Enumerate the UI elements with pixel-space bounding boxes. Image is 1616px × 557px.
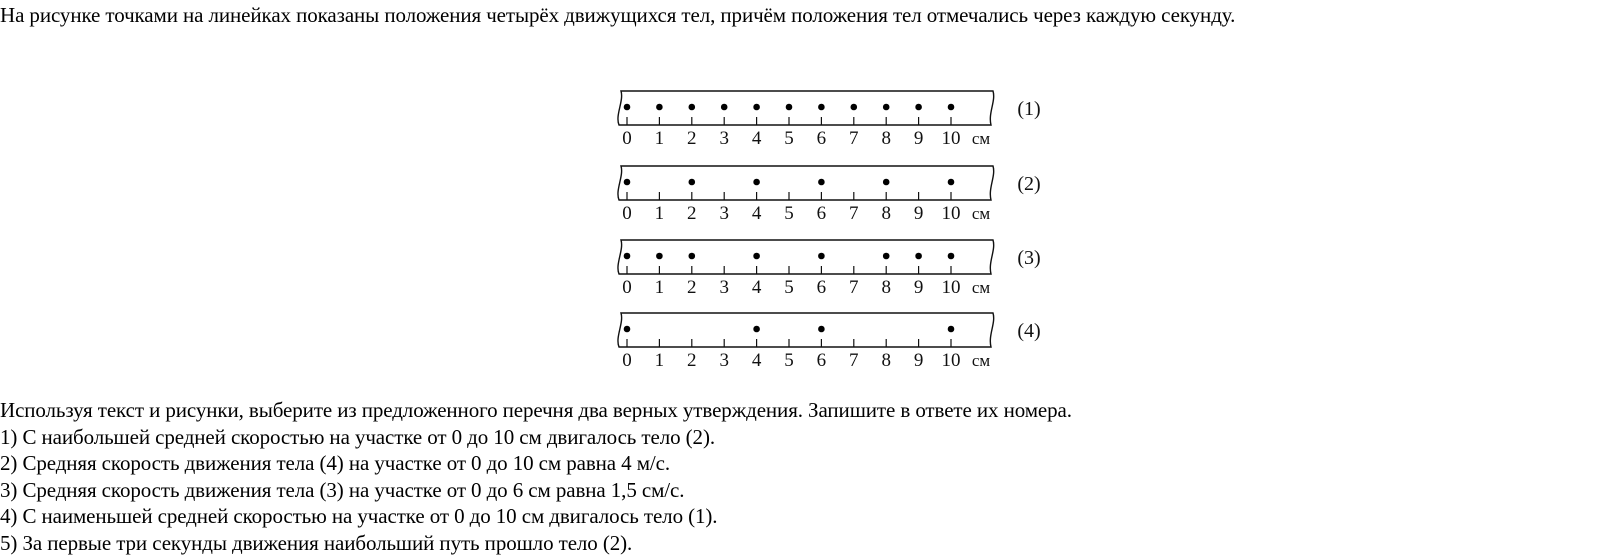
unit-label: см — [971, 204, 991, 223]
tick-label: 9 — [913, 203, 924, 224]
unit-label: см — [971, 129, 991, 148]
tick-label: 3 — [719, 277, 729, 298]
ruler-2 — [618, 166, 1041, 224]
ruler-number-label: (3) — [1017, 247, 1041, 269]
position-dot — [624, 326, 631, 333]
tick-label: 6 — [816, 350, 827, 371]
tick-label: 8 — [881, 203, 891, 224]
unit-label: см — [971, 351, 991, 370]
ruler-body — [618, 166, 994, 200]
position-dot — [948, 326, 955, 333]
tick-label: 7 — [849, 277, 859, 298]
position-dot — [753, 253, 760, 260]
ruler-number-label: (4) — [1017, 320, 1041, 342]
position-dot — [818, 253, 825, 260]
tick-label: 2 — [687, 203, 697, 224]
ruler-body — [618, 240, 994, 274]
position-dot — [689, 253, 696, 260]
tick-label: 7 — [849, 203, 859, 224]
tick-label: 0 — [622, 203, 632, 224]
position-dot — [689, 104, 696, 111]
tick-label: 10 — [941, 350, 961, 371]
position-dot — [689, 179, 696, 186]
tick-label: 2 — [687, 277, 697, 298]
option-5: 5) За первые три секунды движения наибольший путь прошло тело (2). — [0, 530, 633, 555]
position-dot — [948, 104, 955, 111]
tick-label: 8 — [881, 277, 891, 298]
position-dot — [851, 104, 858, 111]
intro-text: На рисунке точками на линейках показаны положения четырёх движущихся тел, причём положения тел отмечались через каждую секунду. — [0, 3, 1236, 27]
question-block — [0, 397, 1072, 556]
tick-label: 4 — [751, 350, 762, 371]
position-dot — [624, 104, 631, 111]
position-dot — [883, 104, 890, 111]
position-dot — [753, 179, 760, 186]
position-dot — [818, 104, 825, 111]
tick-label: 6 — [816, 277, 827, 298]
option-4: 4) С наименьшей средней скоростью на участке от 0 до 10 см двигалось тело (1). — [0, 504, 718, 528]
tick-label: 1 — [654, 128, 665, 149]
option-1: 1) С наибольшей средней скоростью на участке от 0 до 10 см двигалось тело (2). — [0, 424, 715, 449]
tick-label: 9 — [913, 128, 924, 149]
tick-label: 5 — [784, 128, 794, 149]
ruler-number-label: (1) — [1017, 98, 1041, 120]
tick-label: 8 — [881, 128, 891, 149]
tick-label: 6 — [816, 203, 827, 224]
tick-label: 9 — [913, 350, 924, 371]
tick-label: 4 — [751, 128, 762, 149]
tick-label: 8 — [881, 350, 891, 371]
tick-label: 5 — [784, 350, 794, 371]
option-2: 2) Средняя скорость движения тела (4) на участке от 0 до 10 см равна 4 м/с. — [0, 451, 671, 475]
tick-label: 10 — [941, 128, 961, 149]
tick-label: 3 — [719, 203, 729, 224]
position-dot — [656, 253, 663, 260]
tick-label: 10 — [941, 203, 961, 224]
tick-label: 1 — [654, 277, 665, 298]
tick-label: 2 — [687, 128, 697, 149]
ruler-number-label: (2) — [1017, 173, 1041, 195]
tick-label: 4 — [751, 277, 762, 298]
tick-label: 5 — [784, 203, 794, 224]
tick-label: 1 — [654, 350, 665, 371]
position-dot — [818, 326, 825, 333]
position-dot — [624, 253, 631, 260]
ruler-1 — [618, 91, 1041, 149]
tick-label: 0 — [622, 277, 632, 298]
tick-label: 3 — [719, 350, 729, 371]
option-3: 3) Средняя скорость движения тела (3) на участке от 0 до 6 см равна 1,5 см/с. — [0, 477, 685, 502]
position-dot — [915, 253, 922, 260]
position-dot — [818, 179, 825, 186]
position-dot — [948, 253, 955, 260]
ruler-4 — [618, 313, 1041, 371]
position-dot — [883, 253, 890, 260]
position-dot — [721, 104, 728, 111]
position-dot — [753, 326, 760, 333]
position-dot — [948, 179, 955, 186]
tick-label: 5 — [784, 277, 794, 298]
tick-label: 0 — [622, 350, 632, 371]
tick-label: 0 — [622, 128, 632, 149]
tick-label: 9 — [913, 277, 924, 298]
instruction-text: Используя текст и рисунки, выберите из предложенного перечня два верных утверждения. Запишите в ответе их номера. — [0, 398, 1072, 422]
tick-label: 7 — [849, 350, 859, 371]
position-dot — [883, 179, 890, 186]
ruler-body — [618, 313, 994, 347]
unit-label: см — [971, 278, 991, 297]
tick-label: 3 — [719, 128, 729, 149]
tick-label: 1 — [654, 203, 665, 224]
tick-label: 2 — [687, 350, 697, 371]
tick-label: 10 — [941, 277, 961, 298]
position-dot — [915, 104, 922, 111]
ruler-body — [618, 91, 994, 125]
tick-label: 4 — [751, 203, 762, 224]
position-dot — [624, 179, 631, 186]
tick-label: 6 — [816, 128, 827, 149]
position-dot — [786, 104, 793, 111]
position-dot — [753, 104, 760, 111]
position-dot — [656, 104, 663, 111]
ruler-3 — [618, 240, 1041, 298]
tick-label: 7 — [849, 128, 859, 149]
